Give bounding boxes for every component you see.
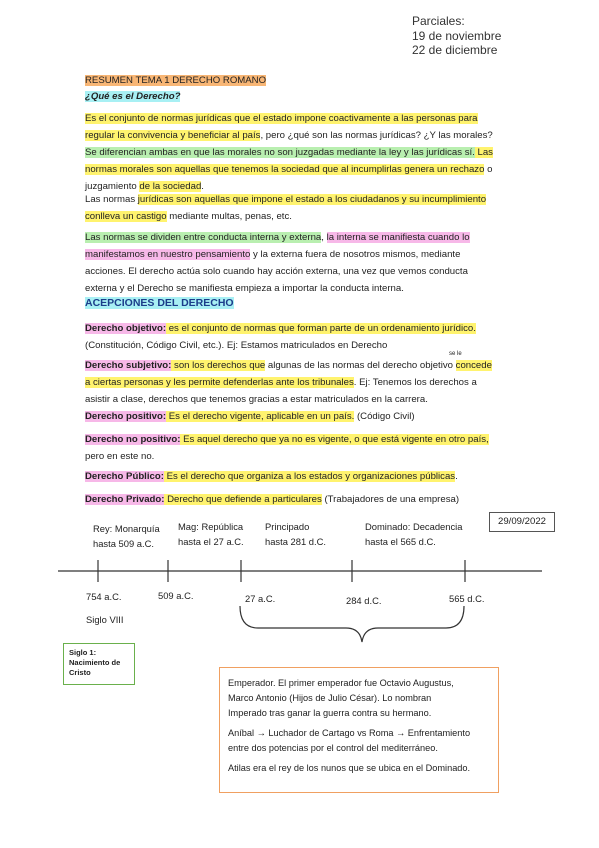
date-27: 27 a.C. [245, 593, 276, 604]
curly-brace [240, 606, 464, 642]
paragraph-conducta: Las normas se dividen entre conducta interna y externa, la interna se manifiesta cuando lo manifestamos en nuestro pensamiento y la externa fuera de nosotros mismos, mediante acciones. El derecho actúa solo cuando hay acción externa, una vez que vemos conducta externa y el Derecho se manifiesta empieza a importar la conducta interna. [85, 232, 470, 294]
acepcion-no-positivo: Derecho no positivo: Es aquel derecho que ya no es vigente, o que está vigente en otro país, pero en este no. [85, 434, 489, 462]
exam-date-2: 22 de diciembre [412, 43, 498, 57]
paragraph-juridicas: Las normas jurídicas son aquellas que impone el estado a los ciudadanos y su incumplimiento conlleva un castigo mediante multas, penas, etc. [85, 194, 487, 222]
acepcion-privado: Derecho Privado: Derecho que defiende a particulares (Trabajadores de una empresa) [85, 494, 460, 505]
period-republica: Mag: República hasta el 27 a.C. [178, 521, 244, 547]
period-principado: Principado hasta 281 d.C. [265, 521, 326, 547]
acepcion-publico: Derecho Público: Es el derecho que organiza a los estados y organizaciones públicas. [85, 471, 458, 482]
exam-date-1: 19 de noviembre [412, 28, 502, 43]
note-box: Emperador. El primer emperador fue Octavio Augustus, Marco Antonio (Hijos de Julio César). Lo nombran Imperado tras ganar la guerra contra su hermano. Aníbal → Luchador de Cartago vs Roma → Enfrentamiento entre dos potencias por el control del mediterráneo. Atilas era el rey de los nunos que se ubica en el Dominado. [219, 667, 499, 793]
acepcion-objetivo: Derecho objetivo: es el conjunto de normas que forman parte de un ordenamiento jurídico. (Constitución, Código Civil, etc.). Ej: Estamos matriculados en Derecho [85, 323, 476, 351]
superscript-se-le: se le [449, 351, 462, 357]
date-box: 29/09/2022 [489, 512, 555, 532]
period-dominado: Dominado: Decadencia hasta el 565 d.C. [365, 521, 463, 547]
date-284: 284 d.C. [346, 595, 382, 606]
period-monarquia: Rey: Monarquía hasta 509 a.C. [93, 523, 160, 549]
acepcion-positivo: Derecho positivo: Es el derecho vigente, aplicable en un país. (Código Civil) [85, 411, 415, 422]
siglo-1-box: Siglo 1: Nacimiento de Cristo [63, 643, 135, 685]
acepcion-subjetivo: Derecho subjetivo: son los derechos que algunas de las normas del derecho objetivo concede a ciertas personas y les permite defenderlas ante los tribunales. Ej: Tenemos los derechos a asistir a clase, derechos que tenemos gracias a estar matriculados en la carrera. [85, 360, 492, 405]
date-509: 509 a.C. [158, 590, 194, 601]
page-title: RESUMEN TEMA 1 DERECHO ROMANO [85, 75, 267, 86]
siglo-viii-label: Siglo VIII [86, 614, 124, 625]
paragraph-definition: Es el conjunto de normas jurídicas que el estado impone coactivamente a las personas para regular la convivencia y beneficiar al país, pero ¿qué son las normas jurídicas? ¿Y las morales? Se diferencian ambas en que las morales no son juzgadas mediante la ley y las jurídicas sí. Las normas morales son aquellas que tenemos la sociedad que al incumplirlas genera un rechazo o juzgamiento de la sociedad. [85, 113, 493, 192]
date-565: 565 d.C. [449, 593, 485, 604]
date-754: 754 a.C. [86, 591, 122, 602]
subtitle: ¿Qué es el Derecho? [85, 91, 181, 102]
parciales-label: Parciales: [412, 14, 465, 28]
section-title-acepciones: ACEPCIONES DEL DERECHO [85, 297, 234, 309]
